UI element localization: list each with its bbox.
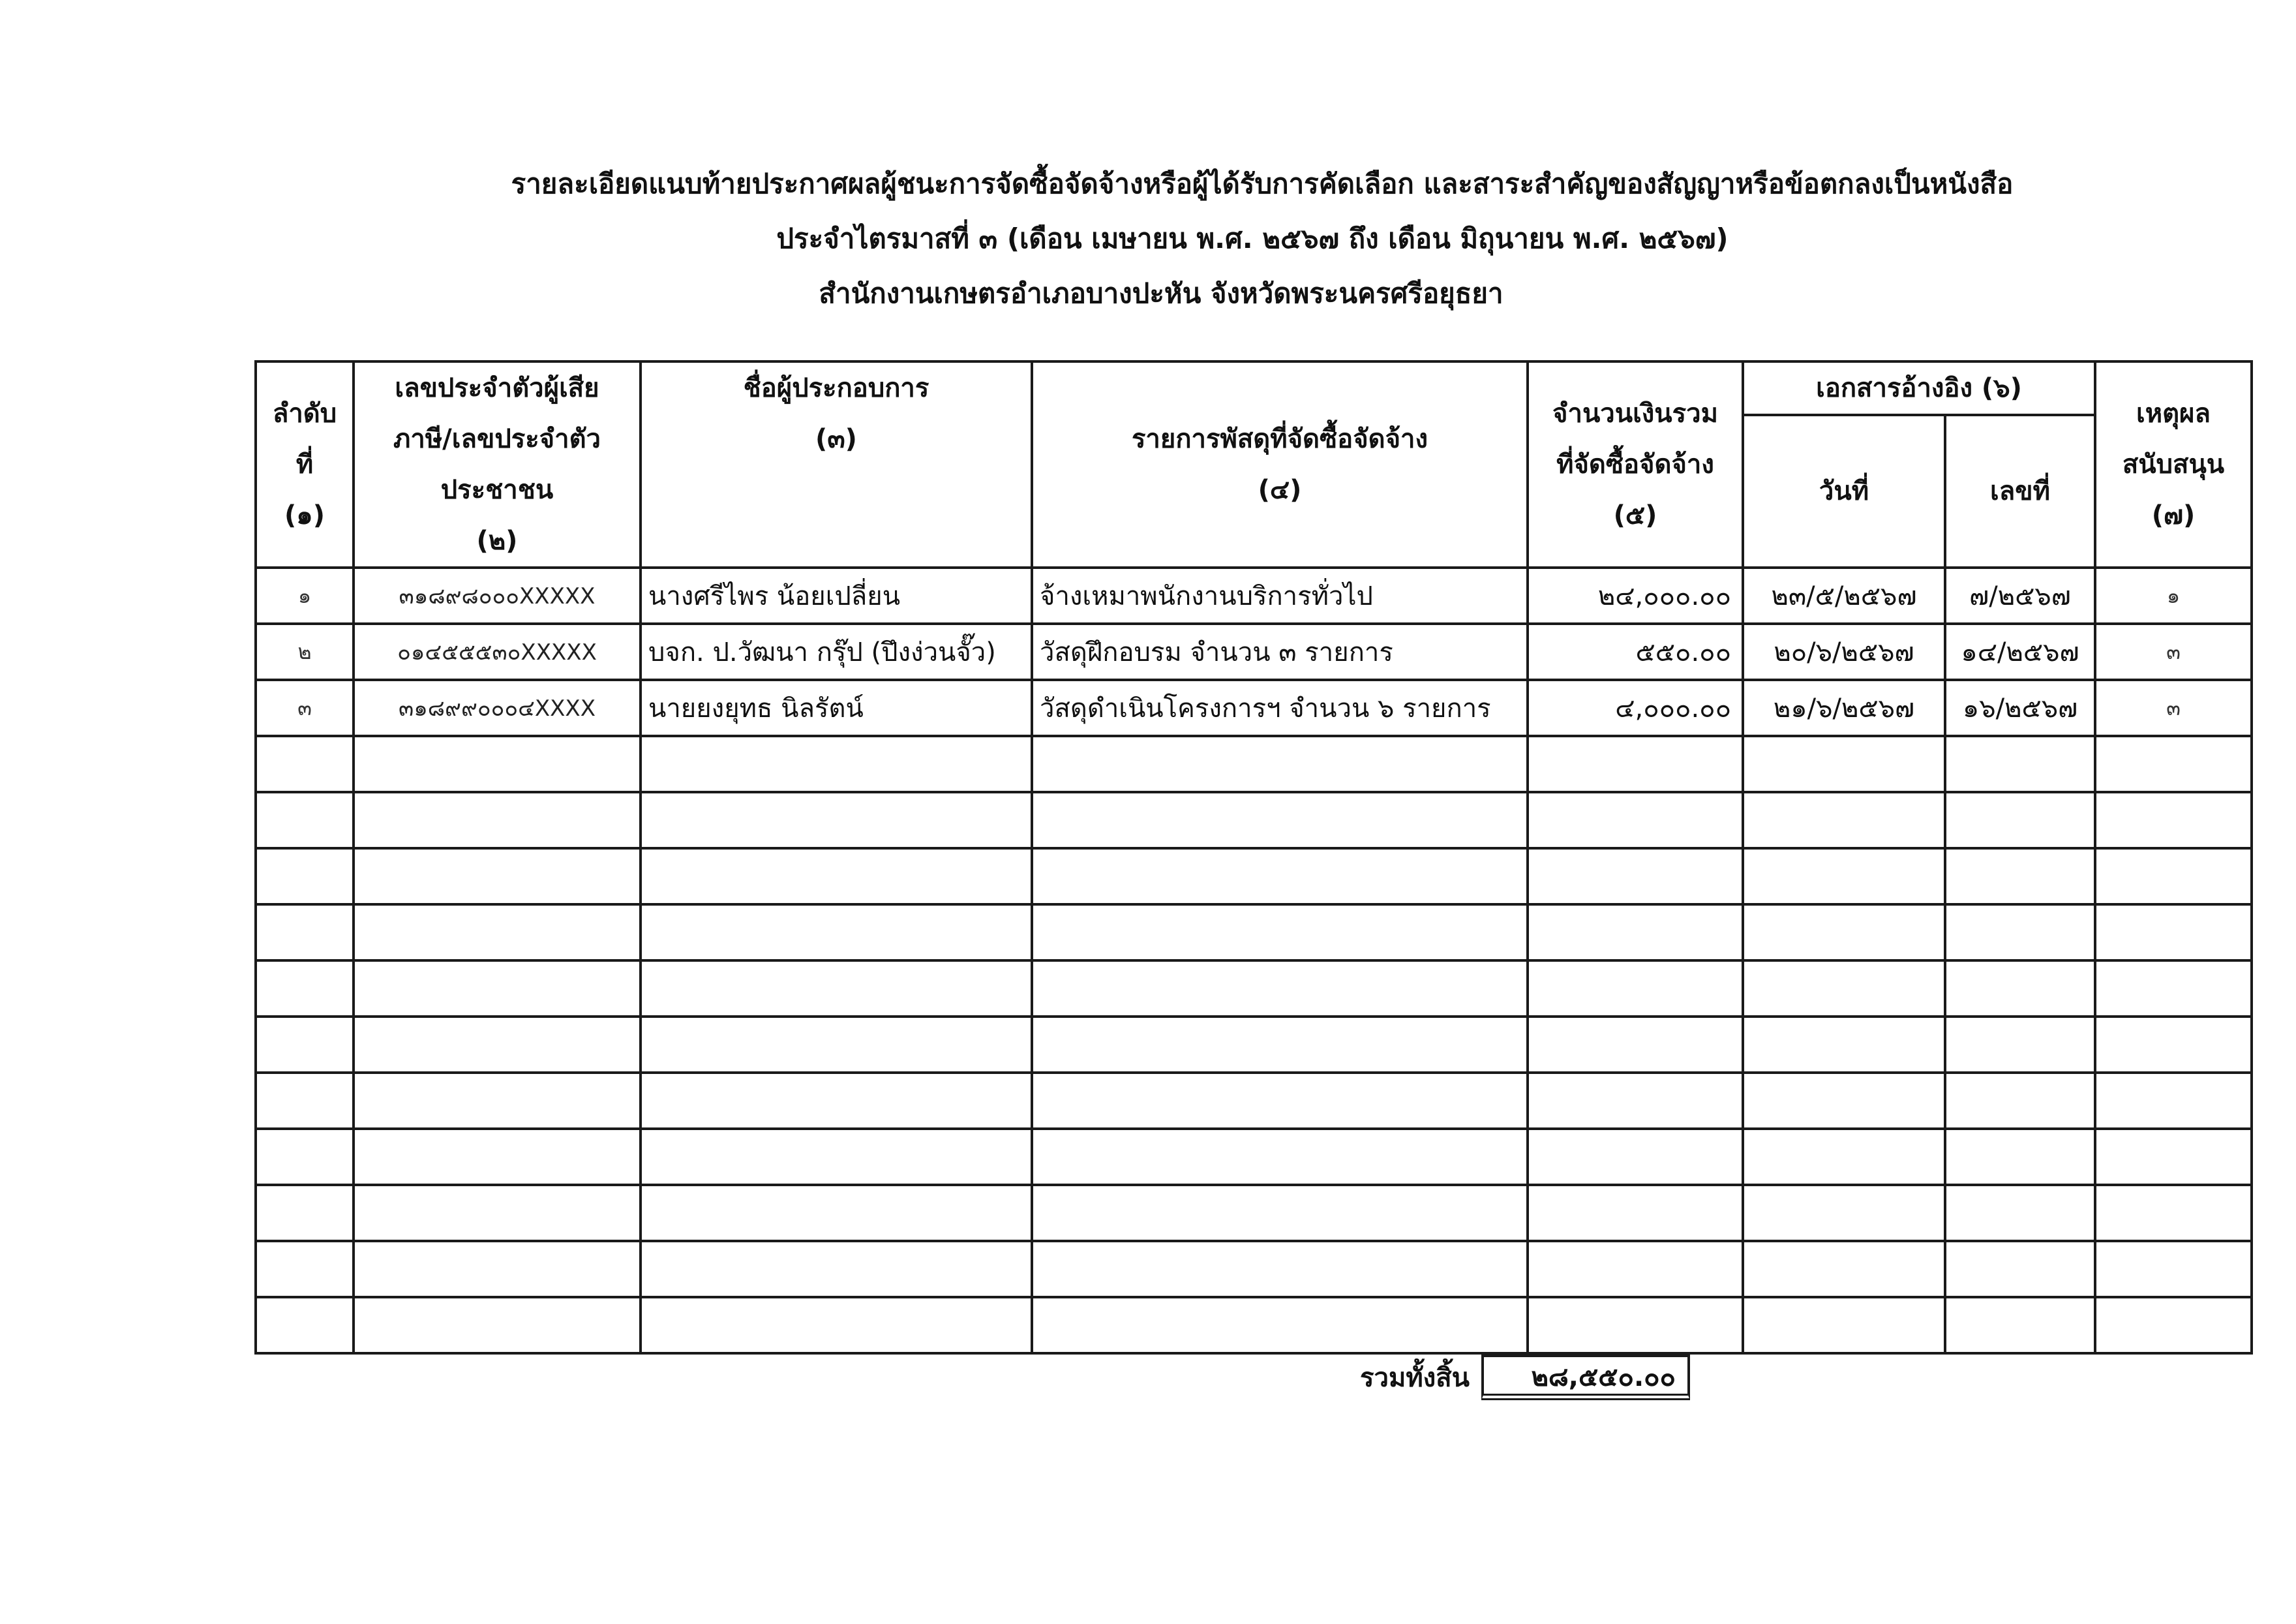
row-reason: ๓ (2095, 680, 2252, 736)
header-date: วันที่ (1743, 415, 1945, 568)
row-doc-no: ๑๖/๒๕๖๗ (1945, 680, 2095, 736)
empty-row (256, 1129, 2252, 1185)
row-vendor: บจก. ป.วัฒนา กรุ๊ป (ปึงง่วนจั๊ว) (641, 624, 1032, 680)
row-item: วัสดุดำเนินโครงการฯ จำนวน ๖ รายการ (1032, 680, 1528, 736)
empty-row (256, 904, 2252, 960)
row-amount: ๕๕๐.๐๐ (1528, 624, 1743, 680)
heading-line-3: สำนักงานเกษตรอำเภอบางปะหัน จังหวัดพระนครศรีอยุธยา (819, 277, 1503, 309)
heading-line-2: ประจำไตรมาสที่ ๓ (เดือน เมษายน พ.ศ. ๒๕๖๗ ถึง เดือน มิถุนายน พ.ศ. ๒๕๖๗) (776, 222, 1729, 254)
empty-row (256, 1297, 2252, 1353)
header-item: รายการพัสดุที่จัดซื้อจัดจ้าง (๔) (1032, 361, 1528, 568)
row-tax-id: ๓๑๘๙๘๐๐๐XXXXX (354, 568, 641, 624)
header-tax-id: เลขประจำตัวผู้เสีย ภาษี/เลขประจำตัว ประชาชน (๒) (354, 361, 641, 568)
row-amount: ๔,๐๐๐.๐๐ (1528, 680, 1743, 736)
grand-total-label: รวมทั้งสิ้น (1360, 1363, 1470, 1393)
row-date: ๒๓/๕/๒๕๖๗ (1743, 568, 1945, 624)
empty-row (256, 1185, 2252, 1241)
row-item: วัสดุฝึกอบรม จำนวน ๓ รายการ (1032, 624, 1528, 680)
empty-row (256, 1241, 2252, 1297)
row-item: จ้างเหมาพนักงานบริการทั่วไป (1032, 568, 1528, 624)
header-reason: เหตุผล สนับสนุน (๗) (2095, 361, 2252, 568)
heading-line-1: รายละเอียดแนบท้ายประกาศผลผู้ชนะการจัดซื้อจัดจ้างหรือผู้ได้รับการคัดเลือก และสาระสำคัญของสัญญาหรือข้อตกลงเป็นหนังสือ (511, 168, 2014, 200)
empty-row (256, 1017, 2252, 1073)
header-doc-no: เลขที่ (1945, 415, 2095, 568)
procurement-table (254, 360, 2253, 1355)
empty-row (256, 960, 2252, 1017)
row-reason: ๓ (2095, 624, 2252, 680)
empty-row (256, 736, 2252, 792)
row-reason: ๑ (2095, 568, 2252, 624)
empty-row (256, 1073, 2252, 1129)
header-reference-docs: เอกสารอ้างอิง (๖) (1743, 361, 2095, 415)
grand-total-value: ๒๘,๕๕๐.๐๐ (1481, 1355, 1690, 1400)
empty-row (256, 848, 2252, 904)
row-vendor: นางศรีไพร น้อยเปลี่ยน (641, 568, 1032, 624)
empty-row (256, 792, 2252, 848)
document-heading (0, 157, 2296, 321)
row-amount: ๒๔,๐๐๐.๐๐ (1528, 568, 1743, 624)
header-amount: จำนวนเงินรวม ที่จัดซื้อจัดจ้าง (๕) (1528, 361, 1743, 568)
row-vendor: นายยงยุทธ นิลรัตน์ (641, 680, 1032, 736)
table-row (256, 680, 2252, 736)
row-no: ๒ (256, 624, 354, 680)
header-order: ลำดับ ที่ (๑) (256, 361, 354, 568)
header-vendor: ชื่อผู้ประกอบการ (๓) (641, 361, 1032, 568)
row-date: ๒๐/๖/๒๕๖๗ (1743, 624, 1945, 680)
row-doc-no: ๗/๒๕๖๗ (1945, 568, 2095, 624)
row-tax-id: ๓๑๘๙๙๐๐๐๔XXXX (354, 680, 641, 736)
row-doc-no: ๑๔/๒๕๖๗ (1945, 624, 2095, 680)
table-row (256, 568, 2252, 624)
row-no: ๑ (256, 568, 354, 624)
row-date: ๒๑/๖/๒๕๖๗ (1743, 680, 1945, 736)
row-no: ๓ (256, 680, 354, 736)
row-tax-id: ๐๑๔๕๕๕๓๐XXXXX (354, 624, 641, 680)
grand-total (1360, 1352, 1690, 1403)
table-row (256, 624, 2252, 680)
